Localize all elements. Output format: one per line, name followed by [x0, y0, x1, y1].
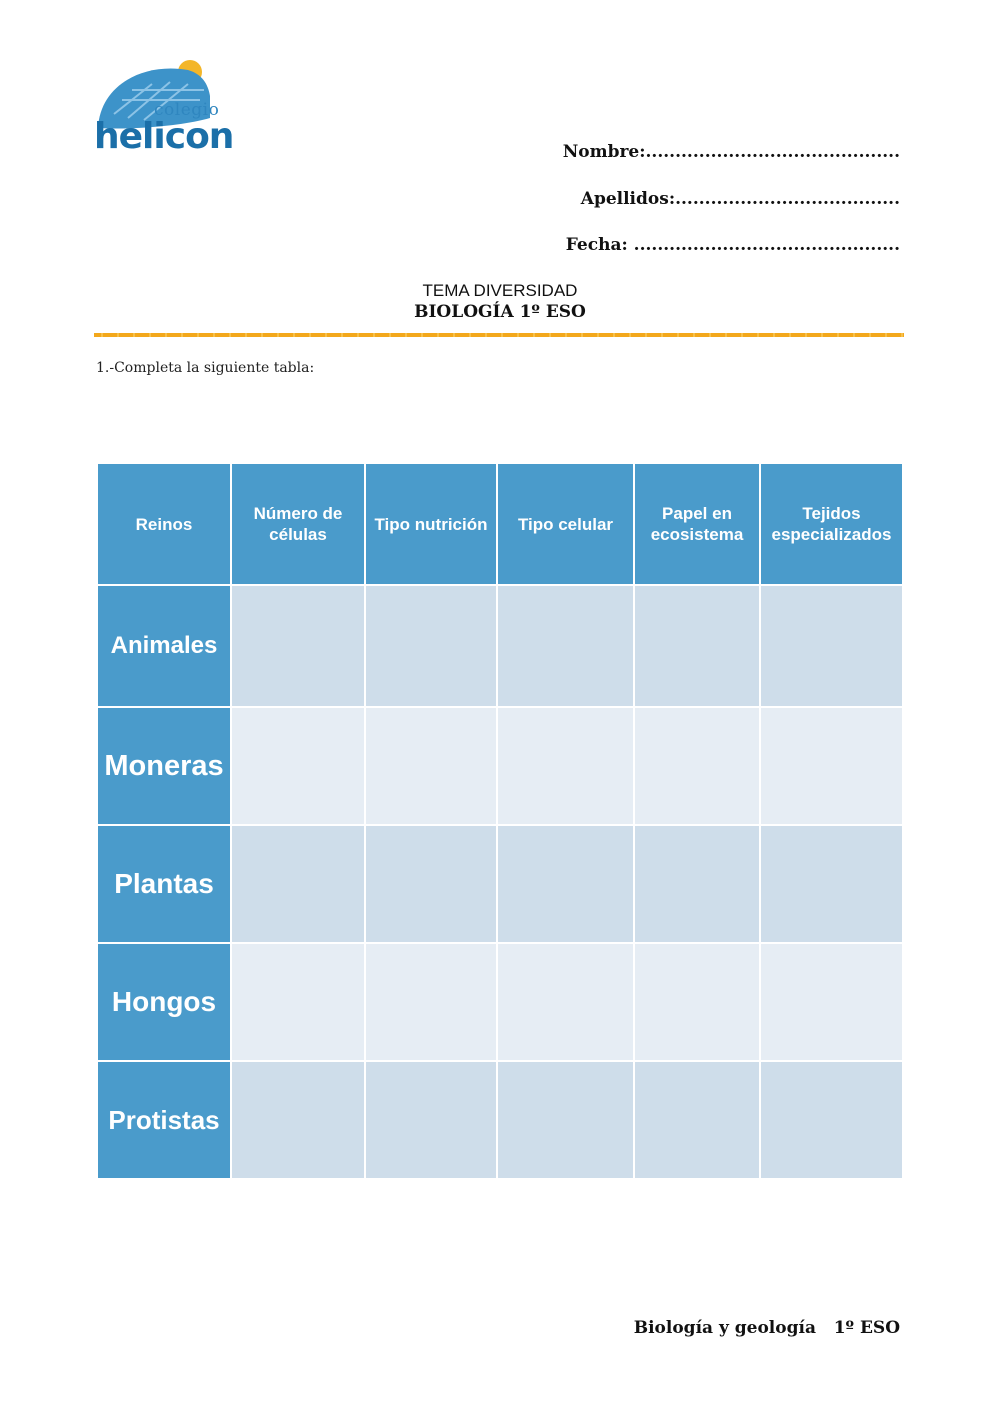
orange-divider: [94, 333, 904, 337]
answer-cell[interactable]: [497, 825, 634, 943]
answer-cell[interactable]: [634, 943, 760, 1061]
answer-cell[interactable]: [634, 1061, 760, 1179]
answer-cell[interactable]: [760, 943, 903, 1061]
row-header: Plantas: [97, 825, 231, 943]
answer-cell[interactable]: [497, 943, 634, 1061]
answer-cell[interactable]: [231, 707, 365, 825]
header-cell: Tipo celular: [497, 463, 634, 585]
course-title: BIOLOGÍA 1º ESO: [414, 302, 586, 322]
answer-cell[interactable]: [365, 585, 497, 707]
kingdoms-table: [96, 462, 904, 1180]
row-header: Animales: [97, 585, 231, 707]
table-row: [97, 1061, 903, 1179]
row-header: Hongos: [97, 943, 231, 1061]
topic-title: TEMA DIVERSIDAD: [422, 281, 578, 300]
logo-small-text: colegio: [154, 100, 220, 120]
header-cell: Papel en ecosistema: [634, 463, 760, 585]
fecha-field[interactable]: Fecha: .............................................: [565, 235, 900, 255]
row-header: Protistas: [97, 1061, 231, 1179]
answer-cell[interactable]: [634, 825, 760, 943]
answer-cell[interactable]: [760, 825, 903, 943]
page-footer: Biología y geología 1º ESO: [633, 1318, 900, 1338]
apellidos-field[interactable]: Apellidos:......................................: [580, 189, 900, 209]
table-header-row: [97, 463, 903, 585]
answer-cell[interactable]: [497, 707, 634, 825]
table-row: [97, 825, 903, 943]
header-cell: Tipo nutrición: [365, 463, 497, 585]
school-logo: [92, 56, 232, 166]
table-row: [97, 585, 903, 707]
answer-cell[interactable]: [365, 707, 497, 825]
header-cell: Tejidos especializados: [760, 463, 903, 585]
answer-cell[interactable]: [634, 707, 760, 825]
table-row: [97, 707, 903, 825]
table-row: [97, 943, 903, 1061]
answer-cell[interactable]: [497, 1061, 634, 1179]
nombre-field[interactable]: Nombre:...........................................: [562, 142, 900, 162]
answer-cell[interactable]: [760, 585, 903, 707]
answer-cell[interactable]: [365, 943, 497, 1061]
answer-cell[interactable]: [634, 585, 760, 707]
instruction-text: 1.-Completa la siguiente tabla:: [96, 360, 315, 376]
answer-cell[interactable]: [231, 1061, 365, 1179]
answer-cell[interactable]: [231, 825, 365, 943]
answer-cell[interactable]: [365, 825, 497, 943]
answer-cell[interactable]: [760, 707, 903, 825]
answer-cell[interactable]: [497, 585, 634, 707]
answer-cell[interactable]: [760, 1061, 903, 1179]
row-header: Moneras: [97, 707, 231, 825]
header-cell: Número de células: [231, 463, 365, 585]
logo-big-text: helicon: [94, 116, 234, 157]
header-cell: Reinos: [97, 463, 231, 585]
answer-cell[interactable]: [231, 943, 365, 1061]
answer-cell[interactable]: [231, 585, 365, 707]
answer-cell[interactable]: [365, 1061, 497, 1179]
